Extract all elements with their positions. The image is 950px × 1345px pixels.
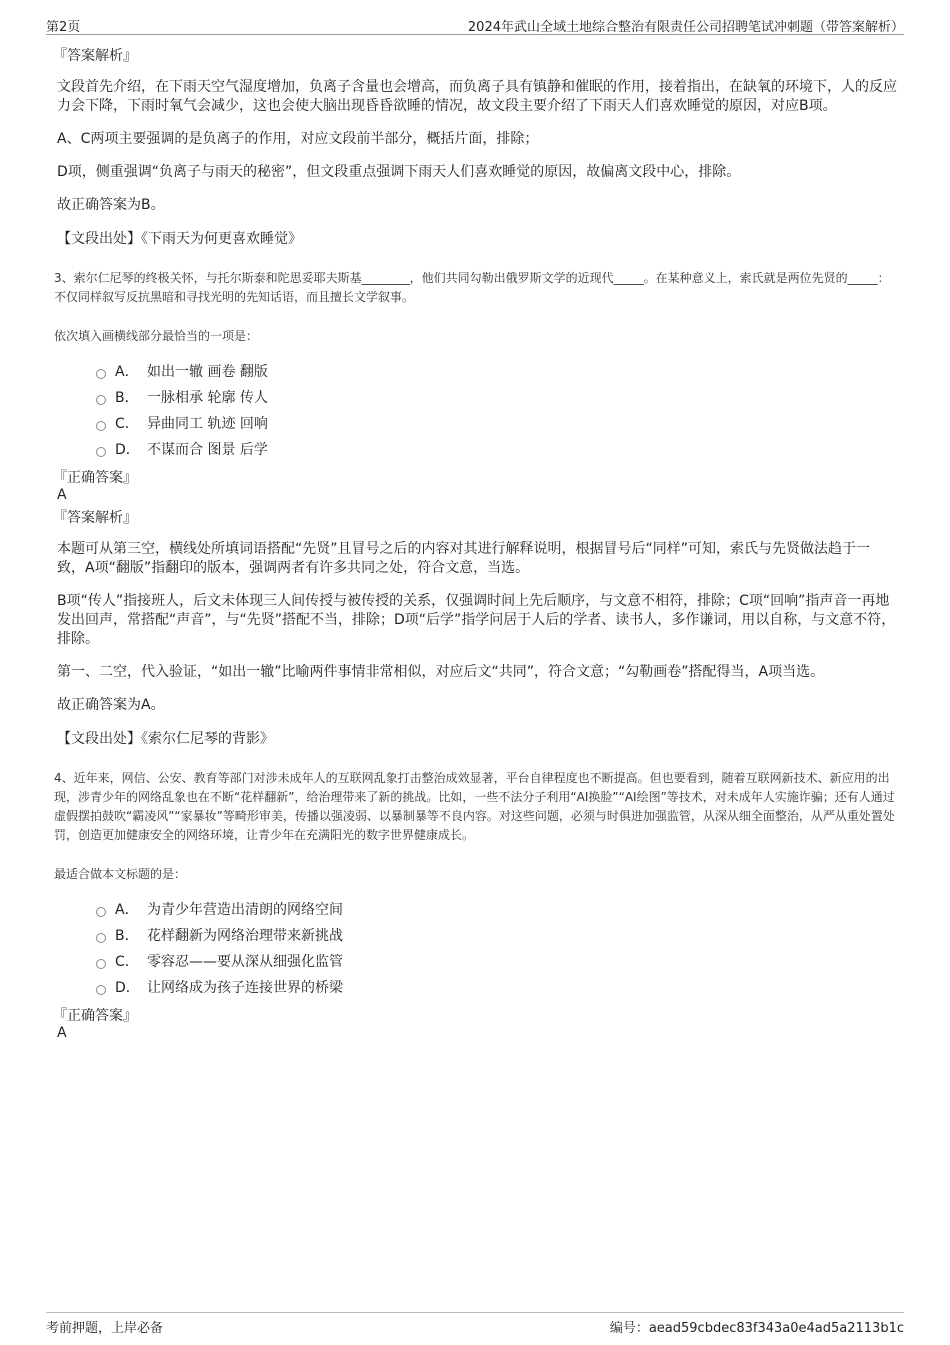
analysis-paragraph: A、C两项主要强调的是负离子的作用，对应文段前半部分，概括片面，排除； bbox=[57, 131, 539, 147]
document-id: 编号：aead59cbdec83f343a0e4ad5a2113b1c bbox=[609, 1321, 904, 1336]
radio-button[interactable] bbox=[96, 985, 106, 995]
option-c[interactable] bbox=[96, 949, 897, 975]
radio-button[interactable] bbox=[96, 369, 106, 379]
page-content bbox=[53, 46, 897, 1042]
option-letter: D． bbox=[115, 442, 140, 458]
option-text: 为青少年营造出清朗的网络空间 bbox=[147, 902, 343, 918]
footer-slogan: 考前押题，上岸必备 bbox=[46, 1321, 164, 1336]
analysis-paragraph: 故正确答案为A。 bbox=[57, 697, 165, 713]
question-3 bbox=[53, 269, 897, 749]
radio-button[interactable] bbox=[96, 421, 106, 431]
page-number: 第2页 bbox=[46, 20, 81, 35]
option-letter: B． bbox=[115, 390, 139, 406]
answer-value: A bbox=[57, 1025, 67, 1041]
answer-value: A bbox=[57, 487, 67, 503]
question-prompt: 最适合做本文标题的是： bbox=[54, 867, 187, 881]
answer-label: 『正确答案』 bbox=[53, 1008, 137, 1024]
option-list bbox=[96, 359, 897, 463]
option-text: 让网络成为孩子连接世界的桥梁 bbox=[147, 980, 343, 996]
radio-button[interactable] bbox=[96, 959, 106, 969]
document-title: 2024年武山全域土地综合整治有限责任公司招聘笔试冲刺题（带答案解析） bbox=[467, 20, 904, 35]
option-text: 零容忍——要从深从细强化监管 bbox=[147, 954, 343, 970]
analysis-paragraph: 故正确答案为B。 bbox=[57, 197, 165, 213]
analysis-label: 『答案解析』 bbox=[53, 48, 137, 64]
analysis-paragraph: 文段首先介绍，在下雨天空气湿度增加，负离子含量也会增高，而负离子具有镇静和催眠的作用，接着指出，在缺氧的环境下，人的反应力会下降，下雨时氧气会减少，这也会使大脑出现昏昏欲睡的情况，故文段主要介绍了下雨天人们喜欢睡觉的原因，对应B项。 bbox=[57, 79, 897, 114]
radio-button[interactable] bbox=[96, 447, 106, 457]
option-a[interactable] bbox=[96, 897, 897, 923]
option-b[interactable] bbox=[96, 385, 897, 411]
analysis-paragraph: 本题可从第三空，横线处所填词语搭配“先贤”且冒号之后的内容对其进行解释说明，根据冒号后“同样”可知，索氏与先贤做法趋于一致，A项“翻版”指翻印的版本，强调两者有许多共同之处，符合文意，当选。 bbox=[57, 541, 871, 576]
option-letter: A． bbox=[115, 902, 139, 918]
radio-button[interactable] bbox=[96, 395, 106, 405]
option-letter: B． bbox=[115, 928, 139, 944]
option-d[interactable] bbox=[96, 975, 897, 1001]
option-b[interactable] bbox=[96, 923, 897, 949]
option-text: 如出一辙 画卷 翻版 bbox=[147, 364, 268, 380]
q2-analysis bbox=[53, 46, 897, 249]
passage-source: 【文段出处】《下雨天为何更喜欢睡觉》 bbox=[57, 231, 302, 247]
answer-label: 『正确答案』 bbox=[53, 470, 137, 486]
question-text: 4、近年来，网信、公安、教育等部门对涉未成年人的互联网乱象打击整治成效显著，平台自律程度也不断提高。但也要看到，随着互联网新技术、新应用的出现，涉青少年的网络乱象也在不断“花样翻新”，给治理带来了新的挑战。比如，一些不法分子利用“AI换脸”“AI绘图”等技术，对未成年人实施诈骗；还有人通过虚假摆拍鼓吹“霸凌风”“家暴妆”等畸形审美，传播以强凌弱、以暴制暴等不良内容。对这些问题，必须与时俱进加强监管，从深从细全面整治，从严从重处置处罚，创造更加健康安全的网络环境，让青少年在充满阳光的数字世界健康成长。 bbox=[54, 771, 895, 842]
analysis-paragraph: 第一、二空，代入验证，“如出一辙”比喻两件事情非常相似，对应后文“共同”，符合文意；“勾勒画卷”搭配得当，A项当选。 bbox=[57, 664, 825, 680]
page-header bbox=[46, 14, 904, 35]
option-letter: A． bbox=[115, 364, 139, 380]
option-text: 一脉相承 轮廓 传人 bbox=[147, 390, 268, 406]
analysis-paragraph: D项，侧重强调“负离子与雨天的秘密”，但文段重点强调下雨天人们喜欢睡觉的原因，故偏离文段中心，排除。 bbox=[57, 164, 741, 180]
option-letter: D． bbox=[115, 980, 140, 996]
question-text: 3、索尔仁尼琴的终极关怀，与托尔斯泰和陀思妥耶夫斯基________，他们共同勾勒出俄罗斯文学的近现代_____。在某种意义上，索氏就是两位先贤的_____：不仅同样叙写反抗黑暗和寻找光明的先知话语，而且擅长文学叙事。 bbox=[54, 271, 890, 304]
radio-button[interactable] bbox=[96, 907, 106, 917]
option-a[interactable] bbox=[96, 359, 897, 385]
option-text: 不谋而合 图景 后学 bbox=[147, 442, 268, 458]
analysis-paragraph: B项“传人”指接班人，后文未体现三人间传授与被传授的关系，仅强调时间上先后顺序，与文意不相符，排除；C项“回响”指声音一再地发出回声，常搭配“声音”，与“先贤”搭配不当，排除；D项“后学”指学问居于人后的学者、读书人，多作谦词，用以自称，与文意不符，排除。 bbox=[57, 593, 896, 647]
option-letter: C． bbox=[115, 416, 139, 432]
radio-button[interactable] bbox=[96, 933, 106, 943]
option-text: 花样翻新为网络治理带来新挑战 bbox=[147, 928, 343, 944]
option-d[interactable] bbox=[96, 437, 897, 463]
option-list bbox=[96, 897, 897, 1001]
page-footer bbox=[46, 1312, 904, 1337]
question-prompt: 依次填入画横线部分最恰当的一项是： bbox=[54, 329, 259, 343]
option-c[interactable] bbox=[96, 411, 897, 437]
option-text: 异曲同工 轨迹 回响 bbox=[147, 416, 268, 432]
analysis-label: 『答案解析』 bbox=[53, 510, 137, 526]
question-4 bbox=[53, 769, 897, 1042]
option-letter: C． bbox=[115, 954, 139, 970]
passage-source: 【文段出处】《索尔仁尼琴的背影》 bbox=[57, 731, 274, 747]
